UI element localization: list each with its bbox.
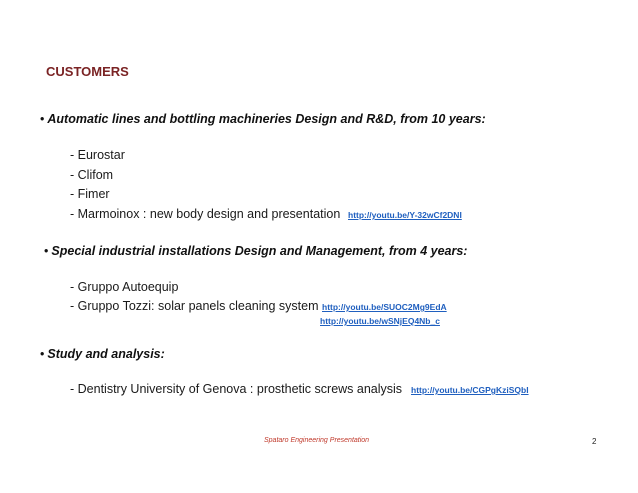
- section-heading-special-installations: • Special industrial installations Design and Management, from 4 years:: [44, 244, 468, 258]
- footer-text: Spataro Engineering Presentation: [264, 437, 370, 444]
- section-heading-automatic-lines: • Automatic lines and bottling machineries Design and R&D, from 10 years:: [40, 112, 486, 126]
- bullet-icon: •: [40, 347, 45, 361]
- page-title: CUSTOMERS: [46, 64, 129, 79]
- list-item-gruppo-autoequip: - Gruppo Autoequip: [70, 280, 179, 294]
- link-dentistry-video[interactable]: http://youtu.be/CGPgKziSQbI: [411, 385, 529, 395]
- page-number: 2: [592, 437, 597, 446]
- link-tozzi-video-1[interactable]: http://youtu.be/SUOC2Mg9EdA: [322, 302, 447, 312]
- bullet-icon: •: [44, 244, 49, 258]
- list-item-gruppo-tozzi: - Gruppo Tozzi: solar panels cleaning system: [70, 299, 319, 313]
- list-item-fimer: - Fimer: [70, 187, 110, 201]
- list-item-marmoinox: - Marmoinox : new body design and presentation: [70, 207, 341, 221]
- section-heading-study-analysis: • Study and analysis:: [40, 347, 165, 361]
- link-tozzi-video-2[interactable]: http://youtu.be/wSNjEQ4Nb_c: [320, 316, 440, 326]
- list-item-eurostar: - Eurostar: [70, 148, 125, 162]
- list-item-clifom: - Clifom: [70, 168, 114, 182]
- bullet-icon: •: [40, 112, 45, 126]
- link-marmoinox-video[interactable]: http://youtu.be/Y-32wCf2DNI: [348, 210, 462, 220]
- list-item-dentistry-genova: - Dentistry University of Genova : prosthetic screws analysis: [70, 382, 403, 396]
